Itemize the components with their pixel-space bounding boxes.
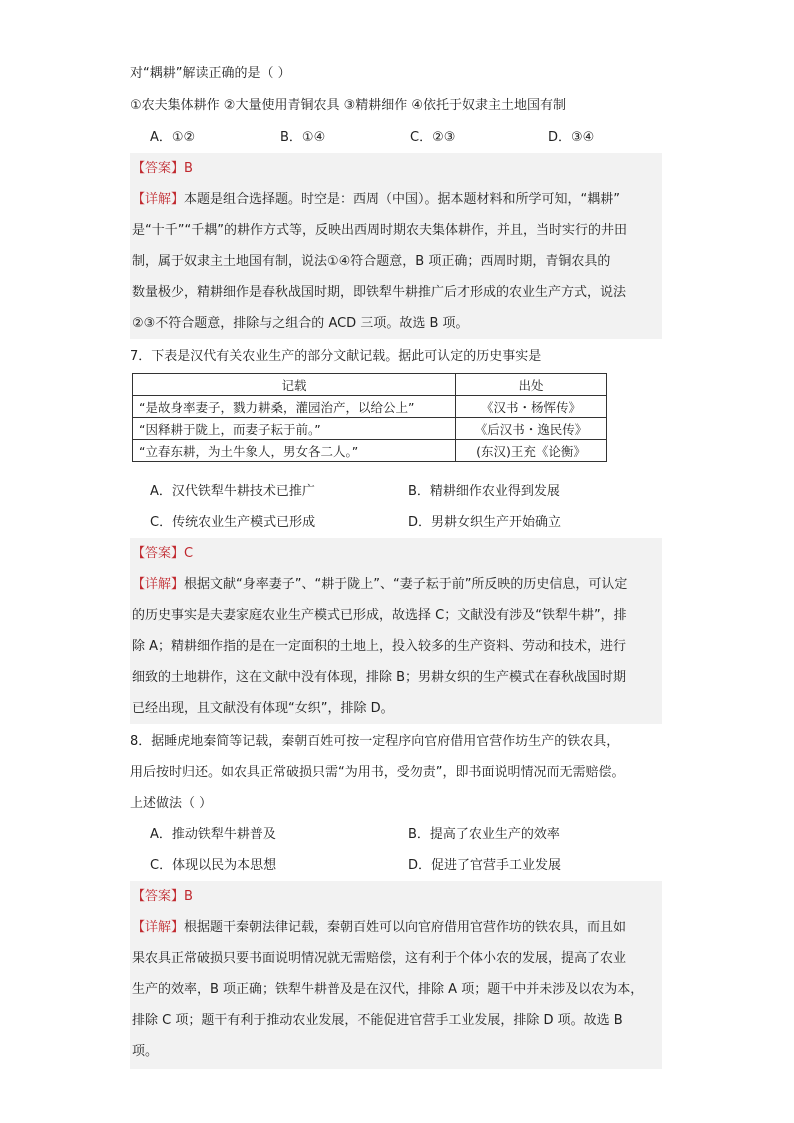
q6-option-d: D．③④	[548, 130, 595, 145]
q7-option-c: C．传统农业生产模式已形成	[150, 515, 316, 530]
q8-answer: 【答案】B	[132, 889, 193, 904]
q8-option-b: B．提高了农业生产的效率	[408, 827, 560, 842]
q8-option-d: D．促进了官营手工业发展	[408, 858, 562, 873]
q7-detail-line-5: 已经出现，且文献没有体现“女织”，排除 D。	[132, 701, 394, 716]
q7-answer: 【答案】C	[132, 546, 194, 561]
table-cell-record: “立春东耕，为土牛象人，男女各二人。”	[133, 440, 456, 462]
q7-detail-line-4: 细致的土地耕作，这在文献中没有体现，排除 B；男耕女织的生产模式在春秋战国时期	[132, 670, 627, 685]
q7-stem: 7．下表是汉代有关农业生产的部分文献记载。据此可认定的历史事实是	[130, 349, 542, 364]
table-header-record: 记载	[133, 374, 456, 396]
table-row	[133, 396, 607, 418]
q6-detail-line-3: 制，属于奴隶主土地国有制，说法①④符合题意，B 项正确；西周时期，青铜农具的	[132, 254, 611, 269]
q8-stem-line-3: 上述做法（ ）	[130, 796, 213, 811]
q7-answer-block	[130, 538, 662, 724]
q6-answer: 【答案】B	[132, 161, 193, 176]
q7-detail-line-2: 的历史事实是夫妻家庭农业生产模式已形成，故选择 C；文献没有涉及“铁犁牛耕”，排	[132, 608, 627, 623]
q8-detail-line-3: 生产的效率，B 项正确；铁犁牛耕普及是在汉代，排除 A 项；题干中并未涉及以农为本，	[132, 982, 644, 997]
q7-table	[132, 373, 607, 462]
q7-option-a: A．汉代铁犁牛耕技术已推广	[150, 484, 315, 499]
q8-option-a: A．推动铁犁牛耕普及	[150, 827, 276, 842]
q8-detail-line-1: 【详解】根据题干秦朝法律记载，秦朝百姓可以向官府借用官营作坊的铁农具，而且如	[132, 920, 627, 935]
table-cell-record: “是故身率妻子，戮力耕桑，灌园治产，以给公上”	[133, 396, 456, 418]
table-cell-source: (东汉)王充《论衡》	[456, 440, 607, 462]
q6-statements: ①农夫集体耕作 ②大量使用青铜农具 ③精耕细作 ④依托于奴隶主土地国有制	[130, 98, 567, 113]
table-header-row	[133, 374, 607, 396]
q6-stem: 对“耦耕”解读正确的是（ ）	[130, 66, 291, 81]
table-cell-source: 《后汉书・逸民传》	[456, 418, 607, 440]
q6-detail-line-5: ②③不符合题意，排除与之组合的 ACD 三项。故选 B 项。	[132, 316, 469, 331]
q8-stem-line-1: 8．据睡虎地秦简等记载，秦朝百姓可按一定程序向官府借用官营作坊生产的铁农具，	[130, 734, 620, 749]
q8-option-c: C．体现以民为本思想	[150, 858, 277, 873]
q7-detail-line-3: 除 A；精耕细作指的是在一定面积的土地上，投入较多的生产资料、劳动和技术，进行	[132, 639, 627, 654]
q8-detail-line-2: 果农具正常破损只要书面说明情况就无需赔偿，这有利于个体小农的发展，提高了农业	[132, 951, 627, 966]
q8-detail-line-5: 项。	[132, 1044, 159, 1059]
q8-detail-line-4: 排除 C 项；题干有利于推动农业发展，不能促进官营手工业发展，排除 D 项。故选 B	[132, 1013, 623, 1028]
q6-option-c: C．②③	[410, 130, 456, 145]
q6-detail-line-4: 数量极少，精耕细作是春秋战国时期，即铁犁牛耕推广后才形成的农业生产方式，说法	[132, 285, 627, 300]
q6-detail-line-2: 是“十千”“千耦”的耕作方式等，反映出西周时期农夫集体耕作，并且，当时实行的井田	[132, 223, 627, 238]
table-row	[133, 418, 607, 440]
q6-answer-block	[130, 153, 662, 339]
q6-option-b: B．①④	[280, 130, 326, 145]
q7-option-b: B．精耕细作农业得到发展	[408, 484, 560, 499]
q6-option-a: A．①②	[150, 130, 196, 145]
q7-detail-line-1: 【详解】根据文献“身率妻子”、“耕于陇上”、“妻子耘于前”所反映的历史信息，可认定	[132, 577, 628, 592]
table-header-source: 出处	[456, 374, 607, 396]
q8-answer-block	[130, 881, 662, 1069]
table-cell-source: 《汉书・杨恽传》	[456, 396, 607, 418]
q6-detail-line-1: 【详解】本题是组合选择题。时空是：西周（中国）。据本题材料和所学可知，“耦耕”	[132, 192, 620, 207]
q8-stem-line-2: 用后按时归还。如农具正常破损只需“为用书，受勿责”，即书面说明情况而无需赔偿。	[130, 765, 625, 780]
q7-option-d: D．男耕女织生产开始确立	[408, 515, 562, 530]
table-row	[133, 440, 607, 462]
table-cell-record: “因释耕于陇上，而妻子耘于前。”	[133, 418, 456, 440]
